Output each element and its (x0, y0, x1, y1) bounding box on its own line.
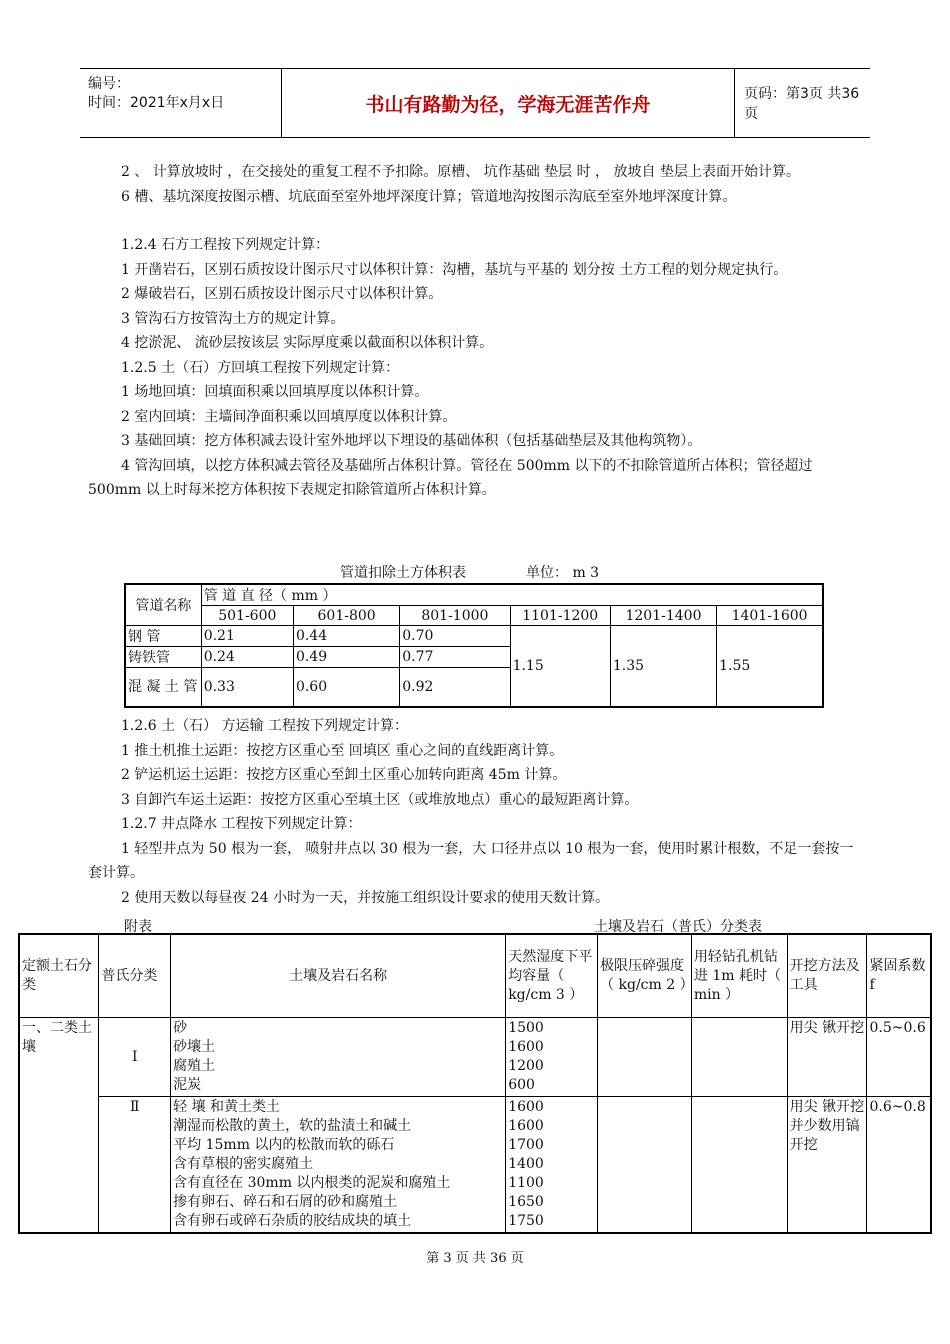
paragraph: 3 基础回填：挖方体积减去设计室外地坪以下埋设的基础体积（包括基础垫层及其他构筑物）。 (121, 433, 702, 449)
column-header: 开挖方法及工具 (787, 934, 867, 1018)
paragraph: 2 爆破岩石，区别石质按设计图示尺寸以体积计算。 (121, 286, 443, 302)
paragraph: 3 管沟石方按管沟土方的规定计算。 (121, 310, 345, 327)
table-cell: 0.33 (201, 668, 293, 708)
soil-method: 用尖 锹开挖 (787, 1018, 867, 1097)
diameter-header: 1101-1200 (510, 606, 610, 626)
column-header: 极限压碎强度（ kg/cm 2 ） (598, 934, 692, 1018)
column-header: 普氏分类 (99, 934, 171, 1018)
section-heading: 1.2.4 石方工程按下列规定计算： (121, 237, 330, 253)
appendix-label: 附表 (124, 919, 152, 935)
column-header: 土壤及岩石名称 (171, 934, 506, 1018)
paragraph: 1 推土机推土运距：按挖方区重心至 回填区 重心之间的直线距离计算。 (121, 742, 564, 759)
diameter-header: 601-800 (293, 606, 399, 626)
soil-names: 轻 壤 和黄土类土 潮湿而松散的黄土，软的盐渍土和碱土 平均 15mm 以内的松散而软的砾石 含有草根的密实腐殖土 含有直径在 30mm 以内根类的泥炭和腐殖土 掺有卵石、碎石和石屑的砂和腐殖土 含有卵石或碎石杂质的胶结成块的填土 (171, 1097, 506, 1234)
pipe-name: 铸铁管 (125, 647, 201, 668)
table-cell: 0.60 (293, 668, 399, 708)
pipe-table-caption: 管道扣除土方体积表 (340, 565, 466, 581)
date-label: 时间：2021年x月x日 (88, 95, 225, 111)
pipe-table-unit: 单位： m 3 (526, 565, 600, 581)
column-header: 用轻钻孔机钻进 1m 耗时（ min ） (691, 934, 787, 1018)
body-text-mid (88, 714, 858, 910)
table-cell: 0.44 (293, 626, 399, 647)
pipe-name: 混 凝 土 管 (125, 668, 201, 708)
column-header: 紧固系数 f (867, 934, 931, 1018)
pipe-table-title (340, 562, 599, 582)
diameter-header: 501-600 (201, 606, 293, 626)
diameter-header: 1201-1400 (610, 606, 716, 626)
paragraph: 2 使用天数以每昼夜 24 小时为一天，并按施工组织设计要求的使用天数计算。 (121, 889, 610, 906)
table-row (19, 1097, 931, 1234)
paragraph: 1 轻型井点为 50 根为一套， 喷射井点以 30 根为一套，大 口径井点以 10 根为一套，使用时累计根数，不足一套按一套计算。 (88, 840, 854, 881)
diameter-header: 1401-1600 (717, 606, 823, 626)
paragraph: 2 室内回填：主墙间净面积乘以回填厚度以体积计算。 (121, 408, 457, 425)
table-cell: 0.77 (400, 647, 510, 668)
pipe-name-header: 管道名称 (125, 584, 201, 626)
soil-class: Ⅰ (99, 1018, 171, 1097)
table-row (19, 1018, 931, 1097)
diameter-group-header: 管 道 直 径（ mm ） (201, 584, 823, 606)
soil-coefficient: 0.5~0.6 (867, 1018, 931, 1097)
paragraph: 3 自卸汽车运土运距：按挖方区重心至填土区（或堆放地点）重心的最短距离计算。 (121, 791, 639, 808)
header-meta (80, 69, 282, 137)
soil-density: 1600 1600 1700 1400 1100 1650 1750 (506, 1097, 598, 1234)
table-cell: 0.49 (293, 647, 399, 668)
soil-density: 1500 1600 1200 600 (506, 1018, 598, 1097)
header-page-label: 页码：第3页 共36页 (744, 86, 860, 122)
code-label: 编号： (88, 76, 130, 92)
soil-strength (598, 1018, 692, 1097)
page-footer: 第 3 页 共 36 页 (426, 1251, 524, 1266)
table-cell: 0.92 (400, 668, 510, 708)
soil-drill-time (691, 1018, 787, 1097)
paragraph: 2 铲运机运土运距：按挖方区重心至卸土区重心加转向距离 45m 计算。 (121, 767, 567, 783)
column-header: 天然湿度下平均容量（ kg/cm 3 ） (506, 934, 598, 1018)
merged-cell: 1.35 (610, 626, 716, 708)
table-header-row (19, 934, 931, 1018)
soil-group: 一、二类土壤 (19, 1018, 99, 1234)
column-header: 定额土石分类 (19, 934, 99, 1018)
pipe-volume-table (124, 583, 824, 708)
table-cell: 0.21 (201, 626, 293, 647)
soil-coefficient: 0.6~0.8 (867, 1097, 931, 1234)
soil-strength (598, 1097, 692, 1234)
paragraph: 4 管沟回填，以挖方体积减去管径及基础所占体积计算。管径在 500mm 以下的不扣除管道所占体积；管径超过 500mm 以上时每米挖方体积按下表规定扣除管道所占体积计算。 (88, 457, 813, 498)
soil-drill-time (691, 1097, 787, 1234)
paragraph: 4 挖淤泥、 流砂层按该层 实际厚度乘以截面积以体积计算。 (121, 335, 494, 351)
section-heading: 1.2.6 土（石） 方运输 工程按下列规定计算： (121, 718, 408, 734)
paragraph: 6 槽、基坑深度按图示槽、坑底面至室外地坪深度计算；管道地沟按图示沟底至室外地坪深度计算。 (121, 188, 737, 205)
soil-names: 砂 砂壤土 腐殖土 泥炭 (171, 1018, 506, 1097)
soil-method: 用尖 锹开挖并少数用镐开挖 (787, 1097, 867, 1234)
soil-class: Ⅱ (99, 1097, 171, 1234)
body-text-top (88, 160, 858, 503)
table-cell: 0.70 (400, 626, 510, 647)
section-heading: 1.2.5 土（石）方回填工程按下列规定计算： (121, 359, 400, 376)
paragraph: 1 场地回填：回填面积乘以回填厚度以体积计算。 (121, 384, 429, 400)
appendix-title: 土壤及岩石（普氏）分类表 (594, 919, 762, 935)
soil-classification-table (18, 933, 932, 1234)
pipe-name: 钢 管 (125, 626, 201, 647)
diameter-header: 801-1000 (400, 606, 510, 626)
merged-cell: 1.55 (717, 626, 823, 708)
table-row (125, 626, 823, 647)
merged-cell: 1.15 (510, 626, 610, 708)
paragraph: 2 、 计算放坡时 ，在交接处的重复工程不予扣除。原槽、 坑作基础 垫层 时 ， 放坡自 垫层上表面开始计算。 (121, 164, 800, 180)
section-heading: 1.2.7 井点降水 工程按下列规定计算： (121, 816, 362, 832)
header-motto: 书山有路勤为径，学海无涯苦作舟 (282, 69, 735, 137)
paragraph: 1 开凿岩石，区别石质按设计图示尺寸以体积计算：沟槽，基坑与平基的 划分按 土方工程的划分规定执行。 (121, 261, 788, 278)
page-header (80, 68, 870, 138)
table-cell: 0.24 (201, 647, 293, 668)
